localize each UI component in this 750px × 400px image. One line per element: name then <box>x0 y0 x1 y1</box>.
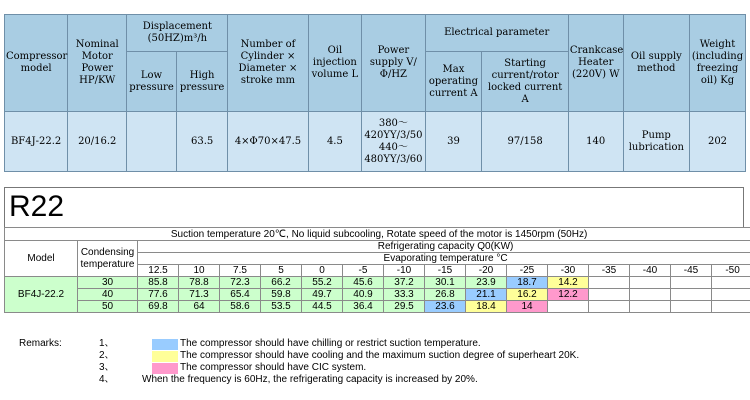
spec-crankcase: 140 <box>568 112 623 172</box>
model-header: Model <box>5 241 78 277</box>
capacity-cell: 78.8 <box>179 277 220 289</box>
capacity-cell: 12.2 <box>548 289 589 301</box>
evap-temp-cell: -50 <box>712 265 750 277</box>
evap-temp-cell: -40 <box>630 265 671 277</box>
capacity-cell <box>589 289 630 301</box>
color-swatch-blue <box>152 339 178 350</box>
capacity-cell: 37.2 <box>384 277 425 289</box>
capacity-cell: 16.2 <box>507 289 548 301</box>
table-row <box>5 277 750 289</box>
capacity-cell: 21.1 <box>466 289 507 301</box>
capacity-cell: 26.8 <box>425 289 466 301</box>
color-swatch-yellow <box>152 351 178 362</box>
remarks-label: Remarks: <box>19 338 62 349</box>
header-low-pressure: Low pressure <box>127 52 177 112</box>
header-oil-volume: Oil injection volume L <box>308 15 362 112</box>
capacity-cell <box>671 301 712 313</box>
capacity-cell: 59.8 <box>261 289 302 301</box>
model-cell: BF4J-22.2 <box>5 277 78 313</box>
spec-power-supply <box>362 112 425 172</box>
evap-temp-cell: 7.5 <box>220 265 261 277</box>
spec-weight: 202 <box>690 112 746 172</box>
evap-temp-cell: -45 <box>671 265 712 277</box>
capacity-cell: 85.8 <box>138 277 179 289</box>
evap-temp-cell: 10 <box>179 265 220 277</box>
capacity-cell: 58.6 <box>220 301 261 313</box>
capacity-cell: 29.5 <box>384 301 425 313</box>
capacity-cell <box>630 289 671 301</box>
remark-text: The compressor should have cooling and the maximum suction degree of superheart 20K. <box>180 350 580 361</box>
capacity-cell: 33.3 <box>384 289 425 301</box>
capacity-cell: 14.2 <box>548 277 589 289</box>
remark-number: 1、 <box>99 338 115 349</box>
spec-table <box>4 14 746 172</box>
evap-temp-cell: -5 <box>343 265 384 277</box>
spec-starting-current: 97/158 <box>482 112 568 172</box>
capacity-cell <box>589 301 630 313</box>
condensing-temp-cell: 30 <box>78 277 138 289</box>
capacity-cell <box>630 301 671 313</box>
capacity-cell <box>548 301 589 313</box>
evap-temp-cell: 5 <box>261 265 302 277</box>
evap-temp-cell: 12.5 <box>138 265 179 277</box>
header-crankcase: Crankcase Heater (220V) W <box>568 15 623 112</box>
header-cylinders: Number of Cylinder × Diameter × stroke mm <box>228 15 308 112</box>
header-max-current: Max operating current A <box>425 52 482 112</box>
capacity-cell: 77.6 <box>138 289 179 301</box>
capacity-cell: 18.7 <box>507 277 548 289</box>
capacity-cell: 71.3 <box>179 289 220 301</box>
remark-item <box>0 374 750 386</box>
refrigerant-title: R22 <box>4 187 744 227</box>
capacity-cell: 65.4 <box>220 289 261 301</box>
capacity-cell: 44.5 <box>302 301 343 313</box>
capacity-cell <box>712 301 750 313</box>
capacity-cell: 36.4 <box>343 301 384 313</box>
remark-text: The compressor should have CIC system. <box>180 362 367 373</box>
capacity-cell: 14 <box>507 301 548 313</box>
header-weight: Weight (including freezing oil) Kg <box>690 15 746 112</box>
spec-data-row <box>5 112 746 172</box>
capacity-cell: 40.9 <box>343 289 384 301</box>
capacity-cell <box>671 277 712 289</box>
table-row <box>5 289 750 301</box>
remark-item <box>0 350 750 362</box>
remark-number: 3、 <box>99 362 115 373</box>
capacity-cell <box>589 277 630 289</box>
remark-number: 4、 <box>99 374 115 385</box>
capacity-cell: 30.1 <box>425 277 466 289</box>
condensing-temp-cell: 40 <box>78 289 138 301</box>
spec-oil-supply: Pump lubrication <box>623 112 689 172</box>
capacity-cell <box>630 277 671 289</box>
remark-text: The compressor should have chilling or restrict suction temperature. <box>180 338 481 349</box>
capacity-cell: 53.5 <box>261 301 302 313</box>
header-compressor-model: Compressor model <box>5 15 68 112</box>
header-power-supply: Power supply V/Φ/HZ <box>362 15 425 112</box>
spec-supply-60hz: 440～480YY/3/60 <box>364 141 423 165</box>
color-swatch-pink <box>152 363 178 374</box>
spec-model: BF4J-22.2 <box>5 112 68 172</box>
evap-temp-cell: -10 <box>384 265 425 277</box>
capacity-cell <box>712 277 750 289</box>
remark-item <box>0 338 750 350</box>
capacity-cell: 18.4 <box>466 301 507 313</box>
remark-item <box>0 362 750 374</box>
spec-oil-volume: 4.5 <box>308 112 362 172</box>
evaporating-header: Evaporating temperature °C <box>138 253 750 265</box>
capacity-cell: 66.2 <box>261 277 302 289</box>
evap-temp-cell: -25 <box>507 265 548 277</box>
header-displacement: Displacement (50HZ)m³/h <box>127 15 228 52</box>
spec-low-pressure <box>127 112 177 172</box>
header-starting-current: Starting current/rotor locked current A <box>482 52 568 112</box>
capacity-cell: 23.9 <box>466 277 507 289</box>
capacity-cell: 72.3 <box>220 277 261 289</box>
condensing-temp-cell: 50 <box>78 301 138 313</box>
capacity-cell: 55.2 <box>302 277 343 289</box>
header-high-pressure: High pressure <box>176 52 228 112</box>
spec-supply-50hz: 380～420YY/3/50 <box>364 117 423 141</box>
header-oil-supply: Oil supply method <box>623 15 689 112</box>
remarks <box>0 336 750 396</box>
condensing-header: Condensing temperature <box>78 241 138 277</box>
evap-temp-cell: 0 <box>302 265 343 277</box>
header-nominal-power: Nominal Motor Power HP/KW <box>68 15 127 112</box>
spec-max-current: 39 <box>425 112 482 172</box>
remark-text: When the frequency is 60Hz, the refrigerating capacity is increased by 20%. <box>142 374 478 385</box>
evap-temp-cell: -20 <box>466 265 507 277</box>
evap-temp-cell: -30 <box>548 265 589 277</box>
test-condition: Suction temperature 20℃, No liquid subcooling, Rotate speed of the motor is 1450rpm (50Hz) <box>5 228 750 241</box>
capacity-cell: 23.6 <box>425 301 466 313</box>
capacity-cell: 45.6 <box>343 277 384 289</box>
spec-power: 20/16.2 <box>68 112 127 172</box>
capacity-cell: 49.7 <box>302 289 343 301</box>
table-row <box>5 301 750 313</box>
performance-table <box>4 227 750 313</box>
evap-temp-cell: -35 <box>589 265 630 277</box>
remark-number: 2、 <box>99 350 115 361</box>
capacity-cell <box>712 289 750 301</box>
spec-high-pressure: 63.5 <box>176 112 228 172</box>
header-electrical: Electrical parameter <box>425 15 568 52</box>
capacity-header: Refrigerating capacity Q0(KW) <box>138 241 750 253</box>
capacity-cell: 69.8 <box>138 301 179 313</box>
evap-temp-cell: -15 <box>425 265 466 277</box>
capacity-cell <box>671 289 712 301</box>
spec-cylinders: 4×Φ70×47.5 <box>228 112 308 172</box>
capacity-cell: 64 <box>179 301 220 313</box>
